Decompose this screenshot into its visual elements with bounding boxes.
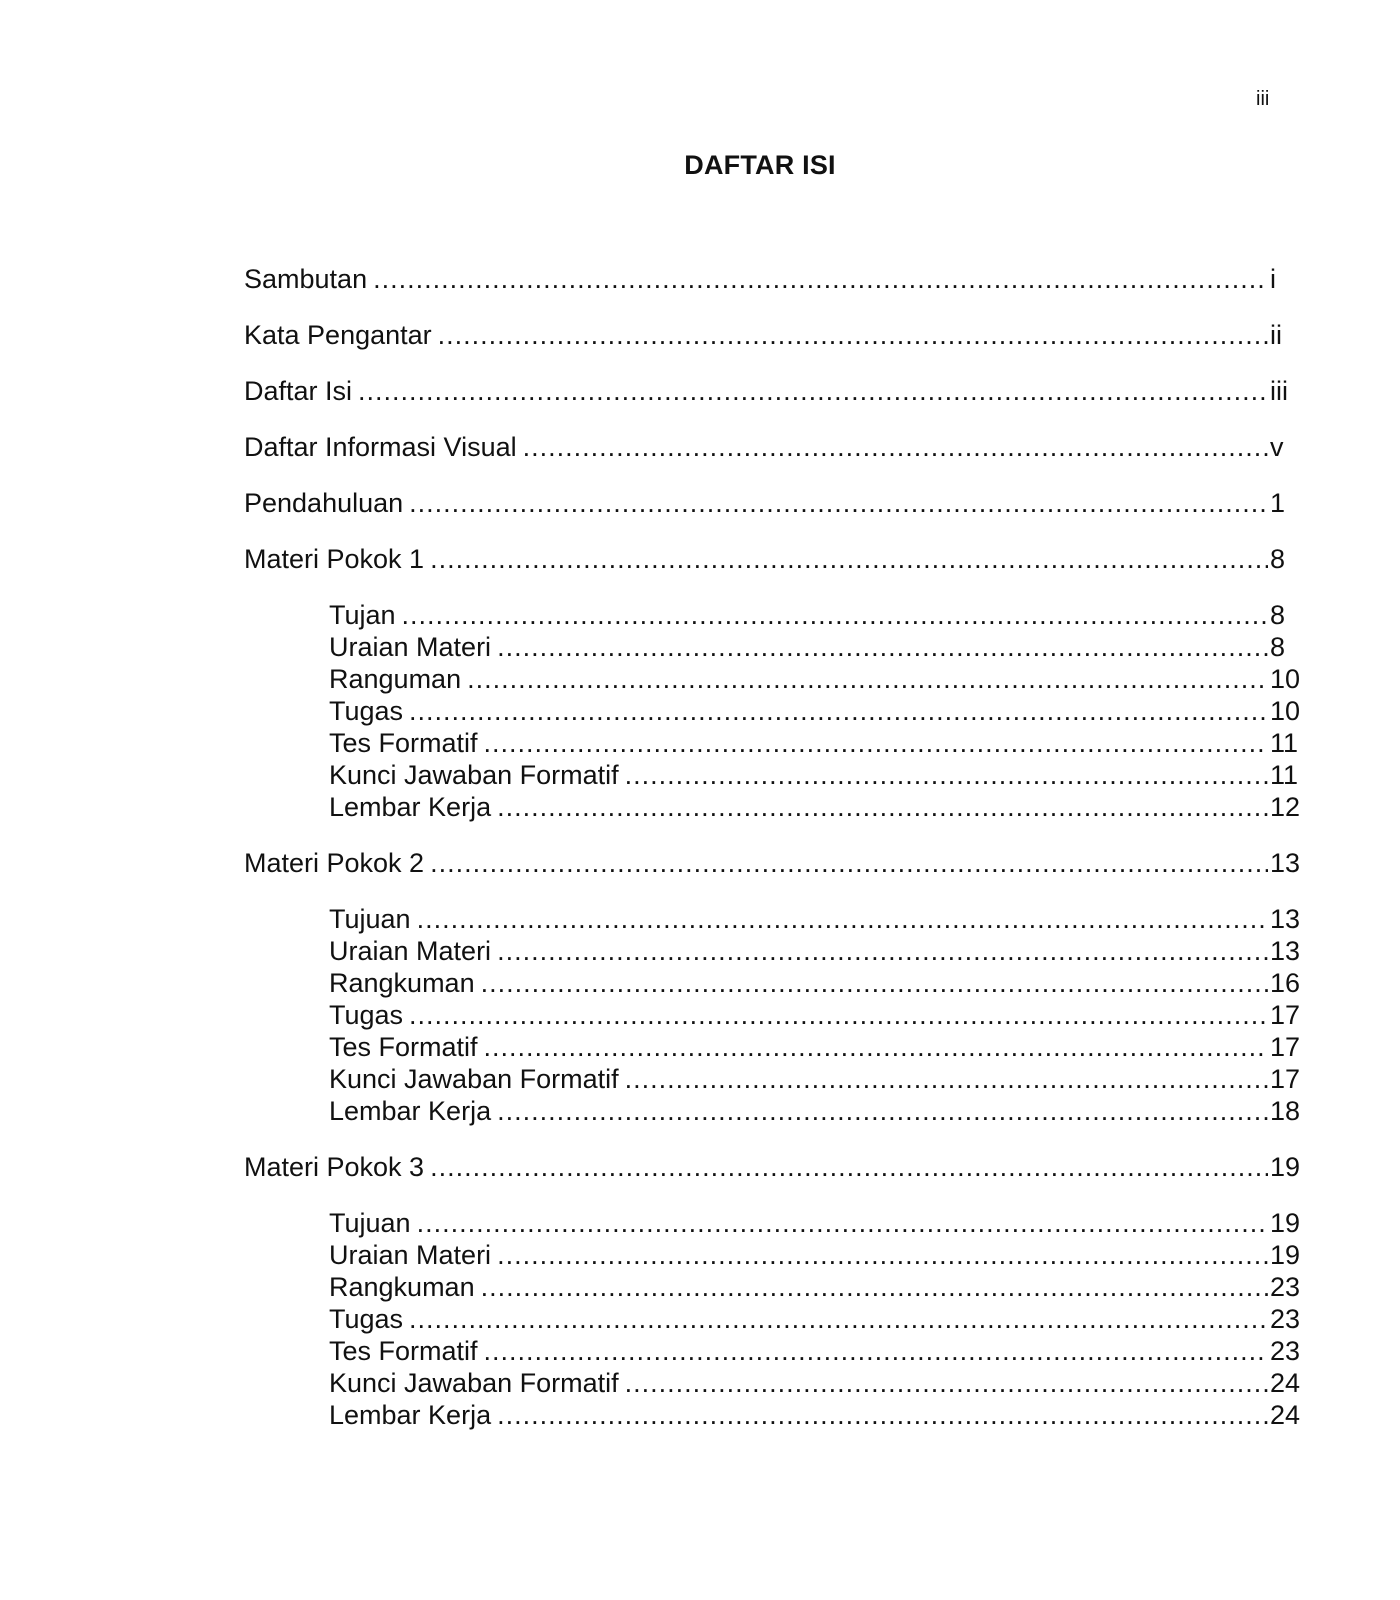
dot-leader [484,1031,1268,1063]
dot-leader [409,1303,1268,1335]
dot-leader [625,1367,1268,1399]
dot-leader [481,967,1268,999]
toc-subentry-page: 10 [1270,696,1301,726]
toc-subentry-page: 11 [1270,728,1299,758]
toc-entry-kata-pengantar[interactable] [244,319,1304,351]
toc-subentry[interactable] [244,1031,1304,1063]
toc-subentry-label: Tes Formatif [329,1336,478,1366]
toc-subentry[interactable] [244,967,1304,999]
toc-subentry-page: 23 [1270,1336,1301,1366]
toc-subentry-label: Tujuan [329,1208,411,1238]
toc-subentry-label: Tugas [329,1304,404,1334]
toc-subentry[interactable] [244,1239,1304,1271]
toc-entry-page: i [1270,264,1276,294]
dot-leader [497,791,1268,823]
toc-subentry-label: Tugas [329,696,404,726]
table-of-contents [244,263,1304,1455]
toc-subentry-page: 19 [1270,1208,1301,1238]
toc-subentry-label: Lembar Kerja [329,1400,492,1430]
dot-leader [417,1207,1268,1239]
toc-subentry-page: 8 [1270,632,1286,662]
toc-section-page: 19 [1270,1152,1301,1182]
toc-entry-label: Kata Pengantar [244,320,432,350]
dot-leader [409,999,1268,1031]
toc-subentry-page: 19 [1270,1240,1301,1270]
toc-subentry-page: 16 [1270,968,1301,998]
toc-subentry-page: 18 [1270,1096,1301,1126]
dot-leader [497,631,1268,663]
toc-subentry-label: Uraian Materi [329,936,492,966]
toc-section-label: Materi Pokok 3 [244,1152,425,1182]
dot-leader [409,695,1268,727]
toc-entry-label: Daftar Informasi Visual [244,432,517,462]
toc-subentry[interactable] [244,1367,1304,1399]
toc-subentry[interactable] [244,935,1304,967]
toc-entry-page: ii [1270,320,1282,350]
toc-subentry-page: 17 [1270,1064,1301,1094]
toc-subentry[interactable] [244,759,1304,791]
toc-subentry-label: Rangkuman [329,968,475,998]
page-number: iii [1256,88,1270,110]
toc-subentry-label: Uraian Materi [329,1240,492,1270]
dot-leader [497,1239,1268,1271]
dot-leader [402,599,1268,631]
dot-leader [430,543,1268,575]
toc-subentry-label: Kunci Jawaban Formatif [329,760,619,790]
toc-subentry-page: 12 [1270,792,1301,822]
toc-subentry[interactable] [244,1095,1304,1127]
dot-leader [373,263,1268,295]
toc-subentry-label: Tujan [329,600,396,630]
toc-subentry[interactable] [244,791,1304,823]
toc-subentry-page: 17 [1270,1032,1301,1062]
document-title: DAFTAR ISI [684,150,836,180]
toc-entry-sambutan[interactable] [244,263,1304,295]
dot-leader [497,1095,1268,1127]
toc-subentry[interactable] [244,695,1304,727]
toc-subentry-label: Tujuan [329,904,411,934]
toc-subentry[interactable] [244,999,1304,1031]
toc-entry-label: Pendahuluan [244,488,404,518]
dot-leader [625,1063,1268,1095]
toc-subentry-page: 13 [1270,936,1301,966]
toc-entry-page: iii [1270,376,1288,406]
toc-subentry[interactable] [244,1063,1304,1095]
dot-leader [417,903,1268,935]
toc-subsection-list [244,599,1304,823]
toc-section-page: 8 [1270,544,1286,574]
dot-leader [497,935,1268,967]
toc-subentry-label: Kunci Jawaban Formatif [329,1064,619,1094]
toc-subentry-page: 23 [1270,1272,1301,1302]
dot-leader [358,375,1268,407]
toc-entry-daftar-isi[interactable] [244,375,1304,407]
toc-subentry-label: Rangkuman [329,1272,475,1302]
toc-entry-label: Sambutan [244,264,368,294]
toc-subentry-label: Tes Formatif [329,728,478,758]
toc-entry-label: Daftar Isi [244,376,353,406]
toc-section-page: 13 [1270,848,1301,878]
toc-subsection-list [244,903,1304,1127]
dot-leader [481,1271,1268,1303]
dot-leader [484,1335,1268,1367]
dot-leader [409,487,1268,519]
toc-subentry[interactable] [244,1335,1304,1367]
toc-entry-page: v [1270,432,1284,462]
toc-subentry[interactable] [244,903,1304,935]
dot-leader [497,1399,1268,1431]
dot-leader [484,727,1268,759]
dot-leader [438,319,1268,351]
dot-leader [523,431,1268,463]
toc-subentry-page: 10 [1270,664,1301,694]
toc-subentry-label: Tugas [329,1000,404,1030]
toc-subentry-page: 23 [1270,1304,1301,1334]
dot-leader [430,847,1268,879]
toc-subentry[interactable] [244,631,1304,663]
dot-leader [467,663,1268,695]
toc-section-materi-pokok-3[interactable] [244,1151,1304,1183]
toc-entry-page: 1 [1270,488,1286,518]
toc-subentry-page: 24 [1270,1400,1301,1430]
toc-entry-pendahuluan[interactable] [244,487,1304,519]
toc-section-label: Materi Pokok 1 [244,544,425,574]
toc-subentry-page: 24 [1270,1368,1301,1398]
toc-subentry[interactable] [244,727,1304,759]
toc-subsection-list [244,1207,1304,1431]
dot-leader [430,1151,1268,1183]
toc-subentry[interactable] [244,663,1304,695]
toc-subentry-label: Ranguman [329,664,462,694]
toc-subentry-page: 8 [1270,600,1286,630]
toc-subentry-page: 11 [1270,760,1299,790]
toc-entry-daftar-informasi-visual[interactable] [244,431,1304,463]
toc-subentry-page: 13 [1270,904,1301,934]
dot-leader [625,759,1268,791]
toc-subentry-label: Lembar Kerja [329,792,492,822]
toc-subentry-label: Tes Formatif [329,1032,478,1062]
toc-subentry-label: Uraian Materi [329,632,492,662]
toc-subentry[interactable] [244,1303,1304,1335]
toc-subentry[interactable] [244,1399,1304,1431]
toc-subentry-label: Lembar Kerja [329,1096,492,1126]
toc-subentry[interactable] [244,1207,1304,1239]
toc-subentry-label: Kunci Jawaban Formatif [329,1368,619,1398]
toc-subentry-page: 17 [1270,1000,1301,1030]
toc-section-materi-pokok-2[interactable] [244,847,1304,879]
toc-section-materi-pokok-1[interactable] [244,543,1304,575]
toc-subentry[interactable] [244,1271,1304,1303]
toc-subentry[interactable] [244,599,1304,631]
toc-section-label: Materi Pokok 2 [244,848,425,878]
